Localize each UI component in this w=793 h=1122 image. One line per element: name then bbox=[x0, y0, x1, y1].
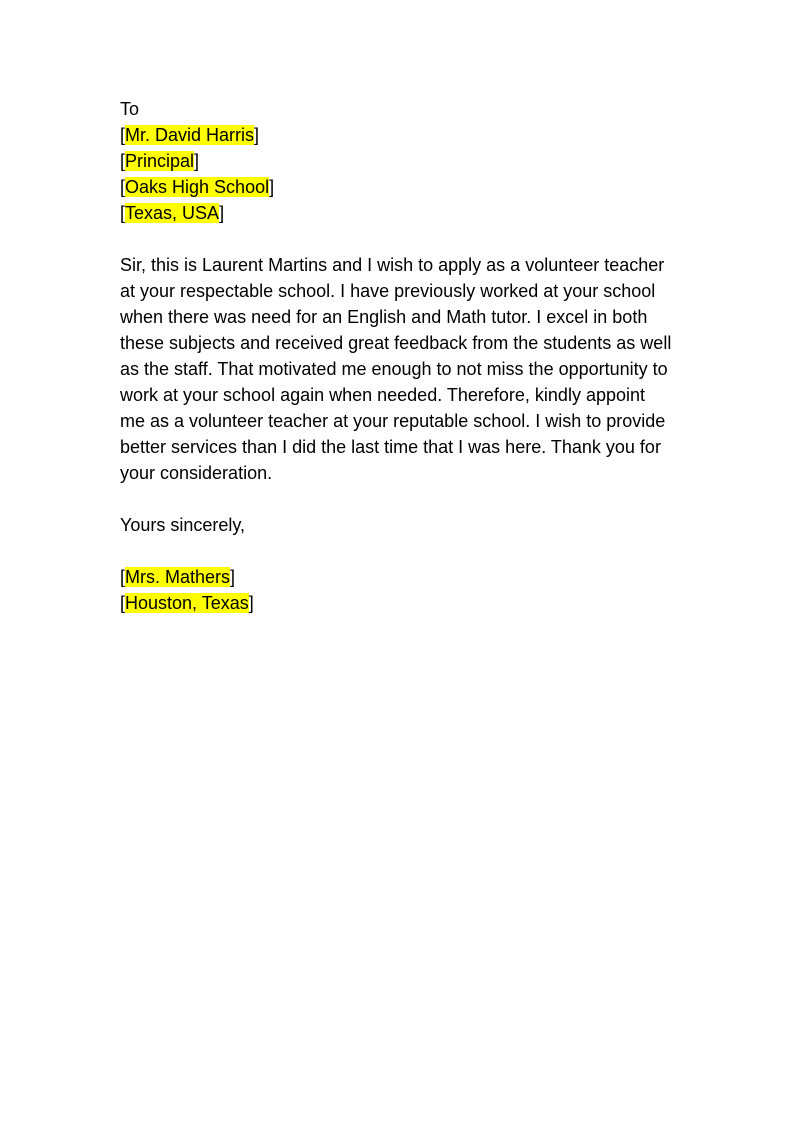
sender-location: Houston, Texas bbox=[125, 593, 249, 613]
recipient-name-line: [Mr. David Harris] bbox=[120, 125, 260, 145]
letter-page bbox=[120, 96, 680, 616]
letter-body: Sir, this is Laurent Martins and I wish to apply as a volunteer teacher at your respectable school. I have previously worked at your school when there was need for an English and Math tutor. I excel in both these subjects and received great feedback from the students as well as the staff. That motivated me enough to not miss the opportunity to work at your school again when needed. Therefore, kindly appoint me as a volunteer teacher at your reputable school. I wish to provide better services than I did the last time that I was here. Thank you for your consideration. bbox=[120, 255, 672, 483]
recipient-title-line: [Principal] bbox=[120, 151, 200, 171]
sender-name: Mrs. Mathers bbox=[125, 567, 231, 587]
spacer bbox=[120, 538, 680, 564]
to-line: To bbox=[120, 99, 140, 119]
recipient-school: Oaks High School bbox=[125, 177, 270, 197]
recipient-name: Mr. David Harris bbox=[125, 125, 255, 145]
recipient-school-line: [Oaks High School] bbox=[120, 177, 275, 197]
sender-name-line: [Mrs. Mathers] bbox=[120, 567, 236, 587]
spacer bbox=[120, 486, 680, 512]
recipient-title: Principal bbox=[125, 151, 195, 171]
sender-location-line: [Houston, Texas] bbox=[120, 593, 254, 613]
closing-line: Yours sincerely, bbox=[120, 515, 246, 535]
recipient-location: Texas, USA bbox=[125, 203, 220, 223]
recipient-location-line: [Texas, USA] bbox=[120, 203, 225, 223]
spacer bbox=[120, 226, 680, 252]
